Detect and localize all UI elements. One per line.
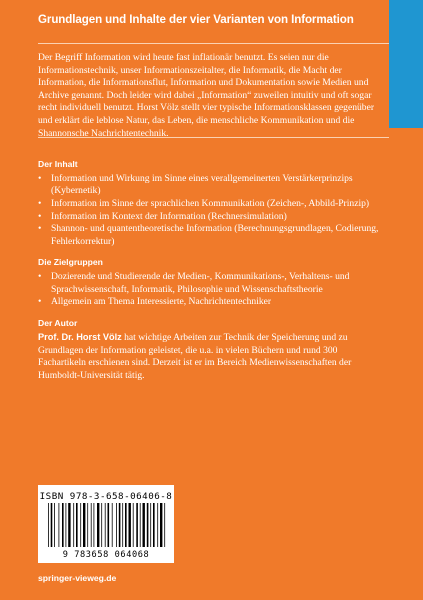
author-bio: hat wichtige Arbeiten zur Technik der Speicherung und zu Grundlagen der Information geleistet, die u.a. in vielen Büchern und rund 300 Fachartikeln erschienen sind. Derzeit ist er im Bereich Medienwissenschaften der Humboldt-Universität tätig. <box>38 332 352 382</box>
zielgruppen-list <box>38 271 384 309</box>
isbn-number: ISBN 978-3-658-06406-8 <box>39 491 173 502</box>
list-item: • Shannon- und quantentheoretische Information (Berechnungsgrundlagen, Codierung, Fehlerkorrektur) <box>38 223 384 248</box>
barcode-bars <box>48 503 166 547</box>
section-heading-autor: Der Autor <box>38 317 78 328</box>
publisher-website-link[interactable]: springer-vieweg.de <box>38 573 117 583</box>
intro-paragraph: Der Begriff Information wird heute fast inflationär benutzt. Es seien nur die Informationstechnik, unser Informationszeitalter, die Informatik, die Macht der Information, die Informationsflut, Information und Dokumentation sowie Medien und Archive genannt. Doch leider wird dabei „Information“ zuweilen intuitiv und oft sogar recht individuell benutzt. Horst Völz stellt vier typische Informationsklassen gegenüber und erklärt die leblose Natur, das Leben, die menschliche Kommunikation und die Shannonsche Nachrichtentechnik. <box>38 52 375 139</box>
author-paragraph <box>38 331 384 382</box>
barcode-digits: 9 783658 064068 <box>62 550 150 560</box>
author-name: Prof. Dr. Horst Völz <box>38 332 122 343</box>
section-heading-zielgruppen: Die Zielgruppen <box>38 257 103 268</box>
list-item: • Allgemein am Thema Interessierte, Nachrichtentechniker <box>38 296 384 309</box>
section-heading-inhalt: Der Inhalt <box>38 159 78 170</box>
inhalt-list <box>38 173 384 249</box>
divider-top <box>38 43 389 44</box>
list-item: • Information im Kontext der Information (Rechnersimulation) <box>38 211 384 224</box>
back-cover-title: Grundlagen und Inhalte der vier Varianten von Information <box>38 13 354 26</box>
back-cover-text <box>38 52 384 383</box>
list-item: • Dozierende und Studierende der Medien-, Kommunikations-, Verhaltens- und Sprachwissenschaft, Informatik, Philosophie und Wissenschaftstheorie <box>38 271 384 296</box>
list-item: • Information im Sinne der sprachlichen Kommunikation (Zeichen-, Abbild-Prinzip) <box>38 198 384 211</box>
list-item: • Information und Wirkung im Sinne eines verallgemeinerten Verstärkerprinzips (Kybernetik) <box>38 173 384 198</box>
isbn-barcode <box>38 485 174 563</box>
